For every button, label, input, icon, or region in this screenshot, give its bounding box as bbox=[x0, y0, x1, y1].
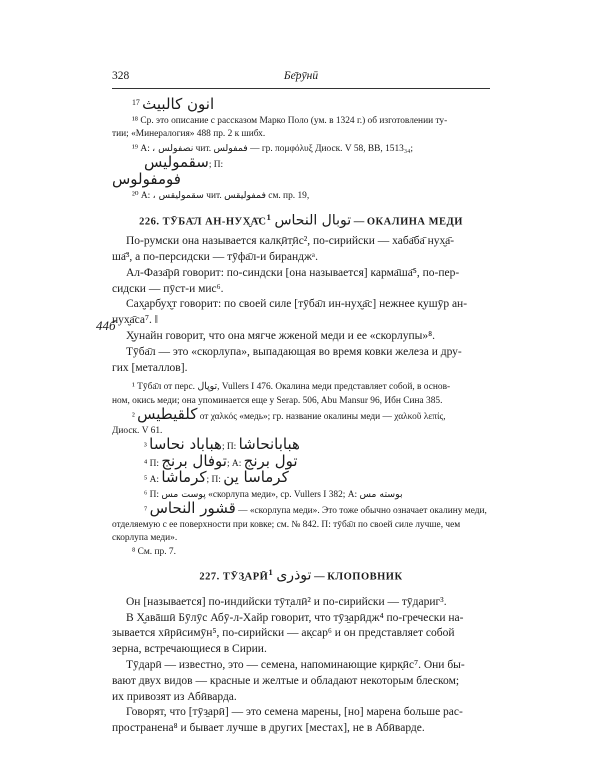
arabic-text: فمفوليقس bbox=[224, 190, 266, 202]
note-text: от χαλκός «медь»; гр. название окалины меди — χαλκοῦ λεπίς, bbox=[197, 412, 446, 423]
footnote-1-line2: ном, окись меди; она упоминается еще у Serap. 506, Abu Mansur 96, Ибн Сина 385. bbox=[112, 395, 443, 406]
footnote-7-line2: отделяемую с ее поверхности при ковке; см. № 842. П: тӯба̄л по своей силе лучше, чем bbox=[112, 519, 461, 530]
body-line: сидски — пӯст-и мис⁶. bbox=[112, 282, 224, 295]
note-text: ; П: bbox=[221, 442, 239, 453]
note-text: ² bbox=[132, 412, 138, 423]
footnote-5 bbox=[112, 468, 490, 488]
arabic-text: پوست مس bbox=[161, 488, 206, 500]
footnote-7-line3: скорлупа меди». bbox=[112, 533, 178, 544]
footnote-2 bbox=[112, 405, 490, 425]
page-content bbox=[112, 96, 490, 737]
footnote-18-line1: ¹⁸ Ср. это описание с рассказом Марко Поло (ум. в 1324 г.) об изготовлении ту- bbox=[132, 115, 448, 126]
body-line: вают двух видов — красные и желтые и обладают некоторым блеском; bbox=[112, 674, 460, 687]
body-line: зывается хӣрӣсимӯн⁵, по-сирийски — ак̣сар⁶ и он представляет собой bbox=[112, 627, 455, 640]
footnote-20 bbox=[112, 189, 490, 204]
body-line: В Х̮авāшӣ Бӯлӯс Абӯ-л-Хайр говорит, что тӯз̱арӣдж⁴ по-гречески на- bbox=[126, 611, 464, 624]
note-text: ³ bbox=[144, 442, 150, 453]
note-text: ⁵ А: bbox=[144, 475, 162, 486]
margin-folio-ref: 44б bbox=[96, 318, 116, 333]
header-rule bbox=[112, 88, 490, 89]
note-text: ⁴ П: bbox=[144, 458, 162, 469]
note-text: ⁶ П: bbox=[144, 489, 162, 500]
arabic-text: هباباد نحاسا bbox=[149, 435, 222, 454]
note-text: ; П: bbox=[206, 475, 224, 486]
arabic-text: فمفولس bbox=[213, 142, 248, 154]
arabic-text: سقمولیس bbox=[144, 153, 209, 172]
body-line: ша̄³, а по-персидски — тӯфа̄л-и биранджᵃ. bbox=[112, 250, 318, 263]
section-name: ТӮБА̄Л АН-НУХ̮А̄С bbox=[162, 216, 267, 228]
body-line: Тӯба̄л — это «скорлупа», выпадающая во время ковки железа и дру- bbox=[126, 345, 462, 358]
note-text: см. пр. 19, bbox=[265, 191, 310, 202]
body-line: зерна, встречающиеся в Сирии. bbox=[112, 643, 267, 656]
arabic-text: كرماشا bbox=[161, 468, 207, 487]
arabic-text: قشور النحاس bbox=[149, 499, 236, 518]
note-text: чит. bbox=[203, 191, 225, 202]
body-line: пространена⁸ и бывает лучше в других [местах], не в Абӣварде. bbox=[112, 722, 425, 735]
body-line: нух̮а̄са⁷. ‖ bbox=[112, 314, 158, 327]
footnote-number: 17 bbox=[132, 98, 140, 107]
arabic-text: توفال برنج bbox=[161, 451, 227, 470]
arabic-text: بوسته مس bbox=[359, 488, 403, 500]
arabic-text: كلقيطيس bbox=[137, 405, 198, 424]
footnote-ref: 1 bbox=[268, 567, 274, 578]
note-text: «скорлупа меди», ср. Vullers I 382; А: bbox=[205, 489, 360, 500]
note-text: ; П: bbox=[208, 160, 224, 171]
note-text: ¹⁹ А: bbox=[132, 143, 153, 154]
page-header bbox=[112, 70, 490, 88]
section-translation: — ОКАЛИНА МЕДИ bbox=[353, 216, 463, 228]
note-text: ²⁰ А: bbox=[132, 191, 153, 202]
arabic-text: فومفولوس bbox=[112, 169, 181, 188]
arabic-text: هبابانحاشا bbox=[238, 435, 300, 454]
body-line: По-румски она называется калк̣ӣт̣ӣс², по-сирийски — хаба̄ба̄ нух̮а̄- bbox=[126, 235, 455, 248]
footnote-19-line3 bbox=[112, 169, 490, 190]
section-translation: — КЛОПОВНИК bbox=[314, 571, 403, 583]
note-text: — «скорлупа меди». Это тоже обычно означает окалину меди, bbox=[235, 506, 487, 517]
section-number: 226. bbox=[139, 216, 163, 228]
footnote-ref: 1 bbox=[266, 211, 272, 222]
arabic-text: انون كالبيث bbox=[142, 95, 215, 114]
footnote-7 bbox=[112, 499, 490, 519]
section-227-body bbox=[112, 595, 490, 737]
footnote-17 bbox=[112, 96, 490, 115]
body-line: Говорят, что [тӯз̱арӣ] — это семена марены, [но] марена больше рас- bbox=[126, 706, 463, 719]
body-line: гих [металлов]. bbox=[112, 361, 188, 374]
running-title: Бе̄рӯнӣ bbox=[283, 70, 319, 82]
footnotes-226 bbox=[112, 381, 490, 559]
arabic-text: تول برنج bbox=[243, 451, 298, 470]
arabic-text: ، سقموليقس bbox=[152, 190, 204, 202]
body-line: Сах̮арбух̮т говорит: по своей силе [тӯба̄л ин-нух̮а̄с] нежнее к̣ушӯр ан- bbox=[126, 298, 468, 311]
section-name: ТӮЗ̱АРӢ bbox=[222, 571, 269, 583]
section-226-body bbox=[112, 234, 490, 376]
note-text: ; А: bbox=[226, 458, 244, 469]
note-text: — гр. πομφόλυξ Диоск. V 58, BB, 1513₃₄; bbox=[247, 143, 413, 154]
body-line: Он [называется] по-индийски тӯт̣алӣ² и по-сирийски — тӯдариг³. bbox=[126, 595, 447, 608]
body-line: Тӯдарӣ — известно, это — семена, напоминающие к̣ирк̣ӣс⁷. Они бы- bbox=[126, 658, 465, 671]
footnote-8: ⁸ См. пр. 7. bbox=[132, 546, 176, 557]
arabic-title: توذری bbox=[276, 567, 312, 584]
footnotes-top bbox=[112, 96, 490, 204]
footnote-2-line2: Диоск. V 61. bbox=[112, 425, 163, 436]
body-line: их привозят из Абӣварда. bbox=[112, 690, 237, 703]
section-227-title bbox=[112, 567, 490, 584]
footnote-18-line2: тии; «Минералогия» 488 пр. 2 к шибх. bbox=[112, 129, 266, 140]
arabic-title: توبال النحاس bbox=[274, 212, 352, 229]
arabic-text: كرماسا ين bbox=[223, 468, 289, 487]
body-line: Ал-Фаза̄рӣ говорит: по-синдски [она называется] карма̄ша̄⁵, по-пер- bbox=[126, 266, 460, 279]
note-text: ⁷ bbox=[144, 506, 150, 517]
body-line: Х̮унайн говорит, что она мягче жженой меди и ее «скорлупы»⁸. bbox=[126, 329, 436, 342]
footnote-1-line1: ¹ Тӯба̄л от перс. توپال, Vullers I 476. Окалина меди представляет собой, в основ- bbox=[132, 382, 451, 393]
arabic-text: ، نصفولس bbox=[152, 142, 194, 154]
page-number: 328 bbox=[112, 70, 130, 82]
section-number: 227. bbox=[199, 571, 223, 583]
section-226-title bbox=[112, 212, 490, 229]
note-text: чит. bbox=[193, 143, 214, 154]
